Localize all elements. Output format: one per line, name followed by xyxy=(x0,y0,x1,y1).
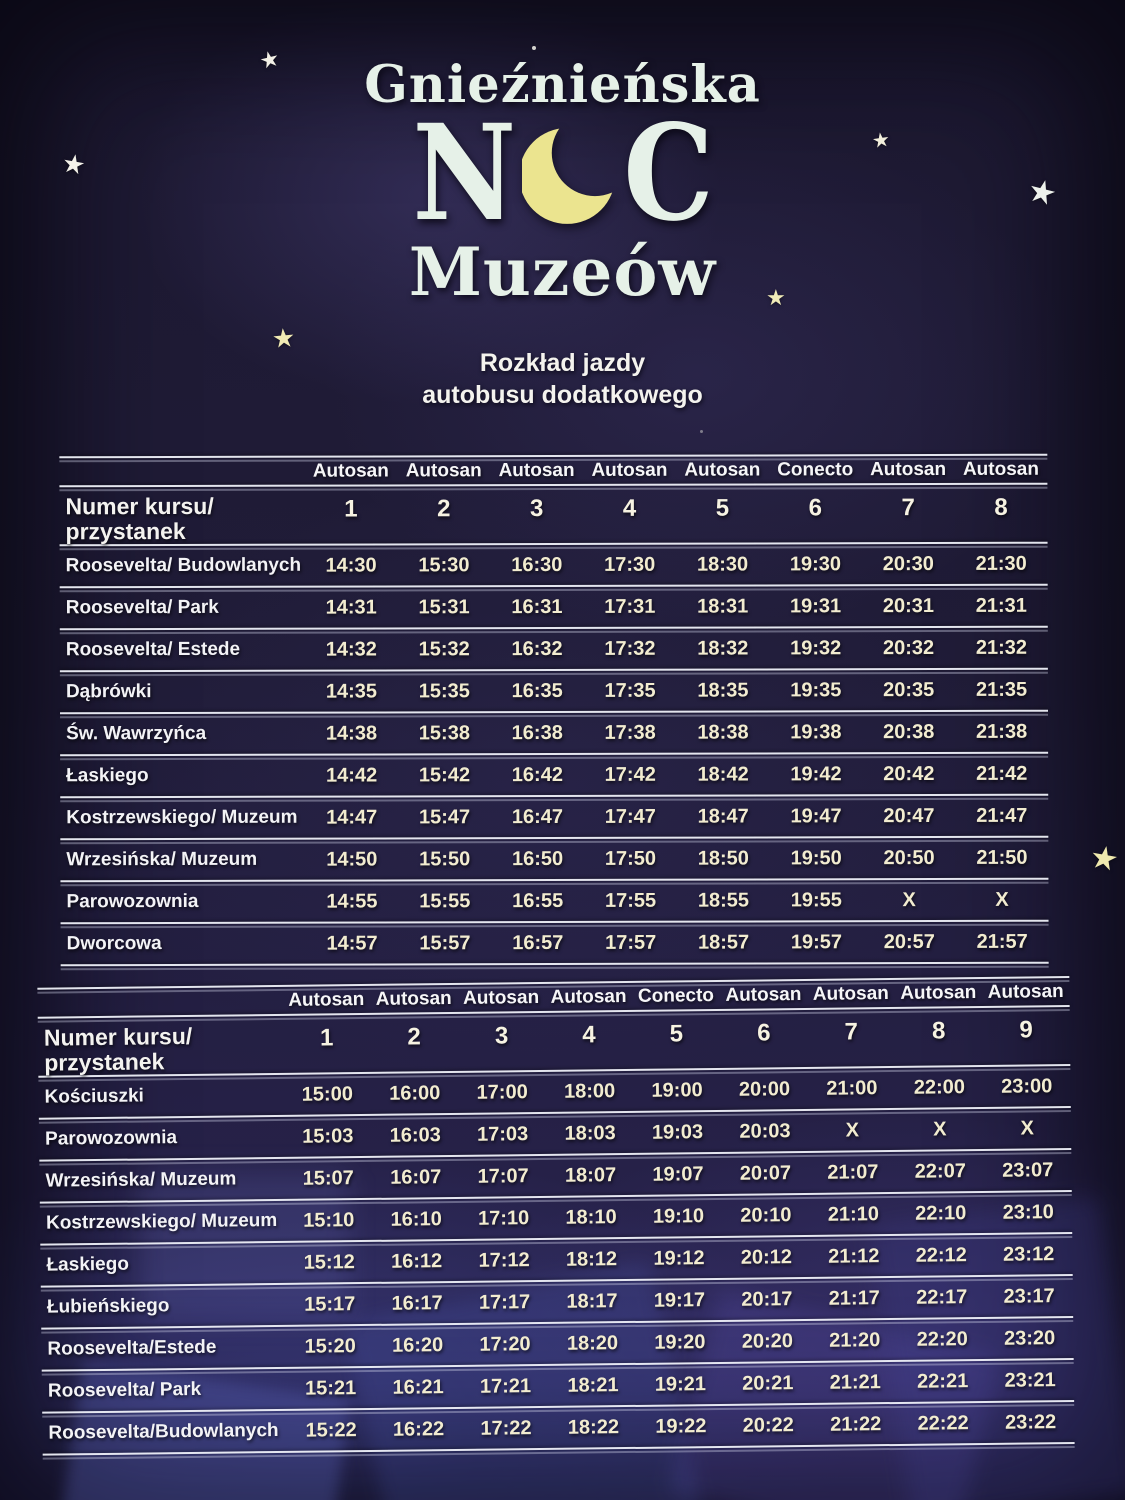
time-cell: 20:10 xyxy=(740,1203,792,1227)
course-number: 4 xyxy=(582,1021,596,1049)
time-cell: 18:50 xyxy=(697,846,749,870)
stop-name: Dąbrówki xyxy=(65,681,152,703)
time-cell: 20:22 xyxy=(742,1413,794,1437)
time-cell: 14:38 xyxy=(325,721,378,745)
time-cell: 21:32 xyxy=(975,636,1028,659)
time-cell: 21:10 xyxy=(827,1202,880,1226)
time-cell: 16:47 xyxy=(511,805,564,828)
time-cell: 16:50 xyxy=(511,847,564,870)
time-cell: 22:20 xyxy=(916,1327,968,1351)
stop-name: Wrzesińska/ Muzeum xyxy=(66,848,258,871)
time-cell: 15:03 xyxy=(302,1124,354,1148)
time-cell: 19:20 xyxy=(654,1330,706,1354)
timetable-row xyxy=(61,922,1049,965)
corner-label xyxy=(38,1016,284,1076)
time-cell: 21:38 xyxy=(976,720,1028,743)
time-cell: 17:00 xyxy=(476,1080,528,1104)
time-cell: 15:50 xyxy=(419,847,471,870)
time-cell: 15:38 xyxy=(418,721,470,744)
time-cell: 17:47 xyxy=(604,805,656,828)
time-cell: 19:32 xyxy=(790,636,842,659)
time-cell: 20:21 xyxy=(742,1371,794,1395)
time-cell: 14:30 xyxy=(325,553,377,577)
vehicle-type-label: Autosan xyxy=(375,987,452,1010)
vehicle-type-label: Autosan xyxy=(900,981,977,1004)
time-cell: 21:30 xyxy=(975,552,1027,575)
time-cell: 20:31 xyxy=(882,594,935,617)
time-cell: 17:38 xyxy=(604,721,656,744)
star-icon: ★ xyxy=(59,148,88,182)
time-cell: 19:35 xyxy=(790,678,842,701)
course-number: 1 xyxy=(344,495,358,523)
time-cell: 18:30 xyxy=(696,552,749,576)
crescent-moon-icon xyxy=(522,115,618,233)
stop-name: Łaskiego xyxy=(46,1253,130,1276)
time-cell: 20:12 xyxy=(740,1245,793,1269)
time-cell: 15:17 xyxy=(303,1292,356,1316)
time-cell: 23:20 xyxy=(1003,1326,1056,1350)
time-cell: 21:50 xyxy=(976,846,1028,869)
time-cell: 22:22 xyxy=(917,1411,969,1435)
title-noc-n: N xyxy=(412,96,516,251)
time-cell: 16:38 xyxy=(511,721,563,744)
vehicle-type-label: Autosan xyxy=(498,459,575,481)
time-cell: 21:21 xyxy=(829,1370,881,1394)
time-cell: 16:55 xyxy=(512,889,564,912)
stop-name: Wrzesińska/ Muzeum xyxy=(45,1168,237,1192)
time-cell: 22:10 xyxy=(915,1201,967,1225)
time-cell: 14:31 xyxy=(325,595,377,619)
time-cell: 14:57 xyxy=(326,931,378,955)
title-line-1: Gnieźnieńska xyxy=(364,55,761,115)
time-cell: 18:10 xyxy=(565,1205,617,1229)
time-cell: 16:30 xyxy=(511,553,563,576)
time-cell: 15:57 xyxy=(419,931,471,954)
time-cell: 20:07 xyxy=(739,1161,792,1185)
time-cell: 19:07 xyxy=(652,1162,704,1186)
time-cell: 15:32 xyxy=(418,637,470,660)
time-cell: 14:35 xyxy=(325,679,377,703)
timetable-row xyxy=(60,628,1048,671)
stop-name: Kościuszki xyxy=(44,1085,144,1108)
time-cell: 20:42 xyxy=(883,762,935,785)
time-cell: 15:30 xyxy=(418,553,470,576)
stop-name: Kostrzewskiego/ Muzeum xyxy=(45,1209,278,1234)
time-cell: 19:50 xyxy=(790,846,842,869)
title-noc-c: C xyxy=(623,96,715,251)
time-cell: 16:35 xyxy=(511,679,563,702)
time-cell: 22:21 xyxy=(916,1369,969,1393)
timetable-row xyxy=(60,670,1048,713)
vehicle-type-label: Autosan xyxy=(405,459,482,481)
time-cell: 19:00 xyxy=(651,1078,703,1102)
time-cell: 18:31 xyxy=(697,594,749,618)
course-number: 4 xyxy=(622,494,637,522)
time-cell: 15:55 xyxy=(419,889,471,912)
vehicle-type-label: Autosan xyxy=(870,458,947,480)
time-cell: 18:22 xyxy=(567,1415,620,1439)
time-cell: 19:03 xyxy=(651,1120,704,1144)
time-cell: 23:12 xyxy=(1002,1242,1055,1266)
time-cell: 16:57 xyxy=(512,931,564,954)
time-cell: 20:47 xyxy=(883,804,935,827)
time-cell: 15:31 xyxy=(418,595,470,618)
timetable-row xyxy=(60,754,1048,797)
corner-label-line-2: przystanek xyxy=(44,1048,165,1076)
course-number: 9 xyxy=(1019,1016,1033,1044)
time-cell: 21:47 xyxy=(976,804,1028,827)
stop-name: Roosevelta/Estede xyxy=(47,1336,217,1360)
time-cell: 20:32 xyxy=(882,636,935,659)
corner-label-line-1: Numer kursu/ xyxy=(65,492,214,520)
time-cell: 18:21 xyxy=(567,1373,619,1397)
time-cell: 18:55 xyxy=(697,888,750,912)
time-cell: 20:17 xyxy=(741,1287,793,1311)
time-cell: X xyxy=(1020,1116,1035,1140)
time-cell: 18:47 xyxy=(697,804,749,828)
corner-spacer xyxy=(59,471,304,472)
course-number: 7 xyxy=(844,1018,859,1046)
course-number: 3 xyxy=(494,1022,509,1050)
time-cell: 18:00 xyxy=(563,1079,616,1103)
stop-name: Roosevelta/ Park xyxy=(65,596,219,619)
time-cell: 23:07 xyxy=(1002,1158,1054,1182)
timetable-row xyxy=(60,586,1048,629)
time-cell: 21:57 xyxy=(976,930,1028,953)
time-cell: 15:00 xyxy=(301,1082,354,1106)
time-cell: 15:10 xyxy=(303,1208,355,1232)
time-cell: 21:35 xyxy=(975,678,1028,701)
course-number: 5 xyxy=(669,1020,684,1048)
time-cell: 17:20 xyxy=(479,1332,531,1356)
time-cell: X xyxy=(845,1118,860,1142)
time-cell: 21:42 xyxy=(976,762,1028,785)
timetable-row xyxy=(60,712,1048,755)
time-cell: 20:35 xyxy=(883,678,935,701)
subtitle-line-1: Rozkład jazdy xyxy=(479,349,646,377)
course-number-row xyxy=(59,485,1047,545)
timetable-row xyxy=(60,544,1048,587)
time-cell: 20:57 xyxy=(883,930,935,953)
time-cell: 17:22 xyxy=(480,1416,532,1440)
time-cell: 20:20 xyxy=(741,1329,794,1353)
time-cell: 18:17 xyxy=(566,1289,618,1313)
time-cell: 16:22 xyxy=(392,1417,445,1441)
vehicle-type-label: Autosan xyxy=(550,985,627,1008)
time-cell: 16:10 xyxy=(390,1207,442,1231)
course-number: 3 xyxy=(529,495,544,523)
time-cell: 15:47 xyxy=(418,805,471,828)
vehicle-type-label: Autosan xyxy=(312,459,389,482)
vehicle-type-label: Conecto xyxy=(637,984,715,1007)
time-cell: 20:50 xyxy=(883,846,935,869)
time-cell: 17:35 xyxy=(604,679,656,702)
time-cell: 18:32 xyxy=(697,636,749,660)
vehicle-type-label: Autosan xyxy=(962,458,1039,480)
time-cell: 16:12 xyxy=(390,1249,443,1273)
time-cell: 14:50 xyxy=(326,847,378,871)
course-number: 5 xyxy=(715,494,730,522)
time-cell: 19:22 xyxy=(655,1414,707,1438)
time-cell: 17:42 xyxy=(604,763,656,786)
stop-name: Roosevelta/ Estede xyxy=(65,638,241,661)
course-number: 8 xyxy=(931,1017,946,1045)
time-cell: 14:47 xyxy=(326,805,378,829)
time-cell: 23:21 xyxy=(1004,1368,1056,1392)
subtitle-line-2: autobusu dodatkowego xyxy=(422,381,703,409)
star-icon: ★ xyxy=(1086,836,1122,880)
time-cell: 21:20 xyxy=(829,1328,881,1352)
time-cell: 21:07 xyxy=(827,1160,879,1184)
time-cell: 15:22 xyxy=(305,1418,357,1442)
stop-name: Św. Wawrzyńca xyxy=(66,722,207,745)
time-cell: 19:57 xyxy=(790,930,843,953)
timetable-row xyxy=(60,796,1048,839)
timetable-first-route xyxy=(59,454,1048,967)
time-cell: 21:22 xyxy=(830,1412,882,1436)
time-cell: 18:35 xyxy=(697,678,749,702)
corner-label xyxy=(59,487,304,545)
timetable-row xyxy=(60,838,1048,881)
time-cell: 18:57 xyxy=(697,930,750,954)
timetable-row xyxy=(60,880,1048,923)
time-cell: 17:32 xyxy=(604,637,656,660)
course-number: 6 xyxy=(756,1019,771,1047)
stop-name: Łaskiego xyxy=(66,765,149,787)
time-cell: 17:57 xyxy=(605,931,657,954)
stop-name: Roosevelta/ Budowlanych xyxy=(65,554,302,577)
star-icon: ★ xyxy=(257,45,283,76)
time-cell: 15:20 xyxy=(304,1334,356,1358)
time-cell: 23:10 xyxy=(1002,1200,1054,1224)
time-cell: 19:12 xyxy=(653,1246,705,1270)
time-cell: 18:20 xyxy=(566,1331,619,1355)
time-cell: 17:50 xyxy=(604,847,657,870)
stop-name: Roosevelta/ Park xyxy=(47,1378,202,1402)
time-cell: 19:30 xyxy=(789,552,842,575)
time-cell: 17:03 xyxy=(476,1122,529,1146)
time-cell: 19:31 xyxy=(789,594,842,617)
time-cell: 16:20 xyxy=(391,1333,444,1357)
time-cell: 23:17 xyxy=(1003,1284,1055,1308)
vehicle-type-label: Autosan xyxy=(462,986,540,1009)
course-number: 6 xyxy=(808,494,822,522)
stop-name: Parowozownia xyxy=(66,890,199,913)
time-cell: 18:38 xyxy=(697,720,749,744)
vehicle-type-label: Conecto xyxy=(777,458,854,480)
time-cell: 22:12 xyxy=(915,1243,967,1267)
time-cell: 16:07 xyxy=(389,1165,442,1189)
vehicle-type-label: Autosan xyxy=(684,458,761,481)
time-cell: 15:35 xyxy=(418,679,470,702)
time-cell: 15:21 xyxy=(304,1376,357,1400)
time-cell: 16:32 xyxy=(511,637,563,660)
vehicle-type-label: Autosan xyxy=(591,459,668,481)
time-cell: 20:00 xyxy=(738,1077,791,1101)
time-cell: 20:03 xyxy=(739,1119,791,1143)
time-cell: 17:12 xyxy=(478,1248,530,1272)
star-dot xyxy=(700,430,703,433)
time-cell: 17:55 xyxy=(604,889,657,912)
time-cell: 14:55 xyxy=(326,889,378,913)
time-cell: 19:42 xyxy=(790,762,842,785)
time-cell: 17:30 xyxy=(604,553,656,576)
vehicle-type-row xyxy=(59,456,1047,486)
time-cell: 17:31 xyxy=(604,595,656,618)
star-icon: ★ xyxy=(1023,170,1061,214)
time-cell: 16:00 xyxy=(389,1081,441,1105)
corner-label-line-2: przystanek xyxy=(65,518,186,545)
time-cell: 21:17 xyxy=(828,1286,880,1310)
time-cell: 19:21 xyxy=(654,1372,707,1396)
course-number: 2 xyxy=(437,495,451,523)
time-cell: 19:47 xyxy=(790,804,842,827)
time-cell: 17:10 xyxy=(477,1206,530,1230)
time-cell: 16:21 xyxy=(392,1375,444,1399)
course-number: 1 xyxy=(319,1024,334,1052)
corner-label-line-1: Numer kursu/ xyxy=(43,1022,193,1051)
time-cell: 18:12 xyxy=(565,1247,618,1271)
time-cell: 19:55 xyxy=(790,888,842,911)
time-cell: 22:07 xyxy=(914,1159,966,1183)
vehicle-type-label: Autosan xyxy=(987,980,1064,1003)
vehicle-type-label: Autosan xyxy=(812,982,889,1005)
time-cell: 23:22 xyxy=(1004,1410,1057,1434)
time-cell: 18:03 xyxy=(564,1121,616,1145)
poster-header xyxy=(0,0,1125,411)
time-cell: 20:38 xyxy=(883,720,935,743)
subtitle xyxy=(0,347,1125,411)
time-cell: 19:38 xyxy=(790,720,842,743)
time-cell: X xyxy=(933,1117,947,1141)
course-number: 7 xyxy=(901,494,915,522)
time-cell: 22:17 xyxy=(916,1285,968,1309)
time-cell: 15:07 xyxy=(302,1166,354,1190)
stop-name: Dworcowa xyxy=(66,933,162,955)
timetable-second-route xyxy=(37,976,1074,1456)
time-cell: X xyxy=(902,888,916,911)
time-cell: 15:12 xyxy=(303,1250,355,1274)
time-cell: 17:21 xyxy=(479,1374,532,1398)
title-line-2: Muzeów xyxy=(408,233,717,311)
vehicle-type-label: Autosan xyxy=(288,988,365,1011)
stop-name: Łubieńskiego xyxy=(46,1295,170,1318)
time-cell: 19:17 xyxy=(653,1288,706,1312)
time-cell: 17:07 xyxy=(477,1164,529,1188)
time-cell: X xyxy=(995,888,1009,911)
time-cell: 16:17 xyxy=(391,1291,443,1315)
corner-spacer xyxy=(38,1000,283,1003)
time-cell: 18:42 xyxy=(697,762,749,786)
course-number: 8 xyxy=(994,493,1008,521)
time-cell: 14:42 xyxy=(326,763,378,787)
time-cell: 20:30 xyxy=(882,552,934,575)
star-icon: ★ xyxy=(270,323,297,355)
stop-name: Parowozownia xyxy=(44,1127,178,1150)
time-cell: 17:17 xyxy=(478,1290,531,1314)
time-cell: 16:03 xyxy=(389,1123,441,1147)
title-noc xyxy=(0,96,1125,251)
time-cell: 16:42 xyxy=(511,763,563,786)
time-cell: 19:10 xyxy=(652,1204,705,1228)
time-cell: 21:12 xyxy=(828,1244,880,1268)
star-icon: ★ xyxy=(766,286,786,311)
time-cell: 18:07 xyxy=(564,1163,617,1187)
time-cell: 22:00 xyxy=(913,1075,966,1099)
time-cell: 21:00 xyxy=(826,1076,878,1100)
vehicle-type-label: Autosan xyxy=(725,983,802,1006)
time-cell: 21:31 xyxy=(975,594,1027,617)
time-cell: 15:42 xyxy=(418,763,471,786)
stop-name: Kostrzewskiego/ Muzeum xyxy=(66,806,298,829)
time-cell: 16:31 xyxy=(511,595,563,618)
time-cell: 23:00 xyxy=(1001,1074,1053,1098)
course-number: 2 xyxy=(407,1023,421,1051)
time-cell: 14:32 xyxy=(325,637,377,661)
stop-name: Roosevelta/Budowlanych xyxy=(48,1419,279,1444)
star-icon: ★ xyxy=(870,126,892,154)
